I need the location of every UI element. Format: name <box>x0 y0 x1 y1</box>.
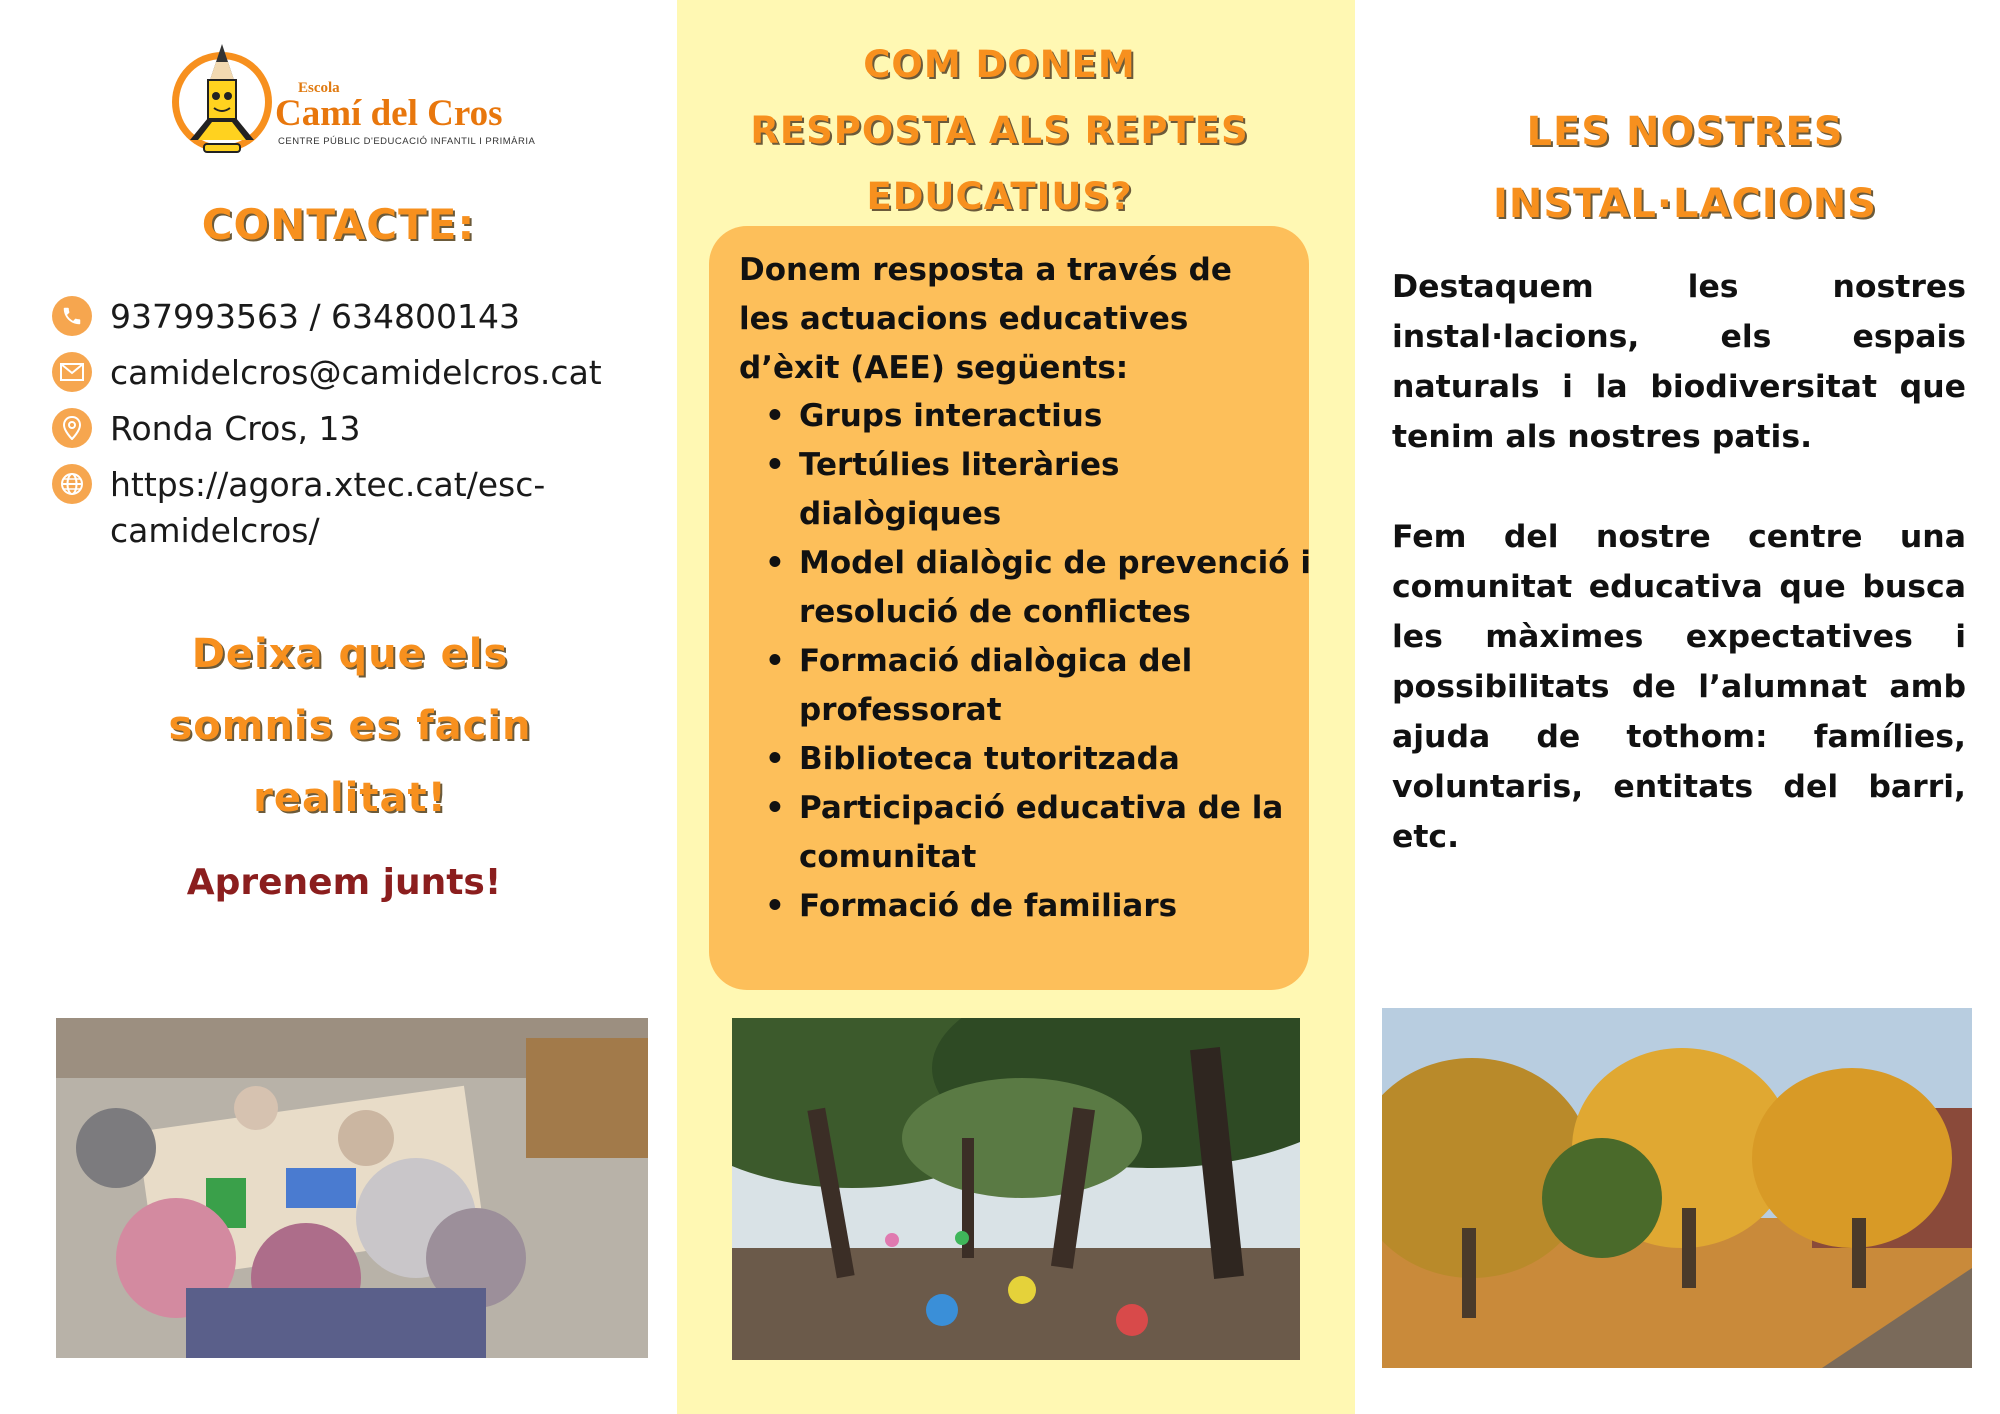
middle-heading-line-1: COM DONEM <box>863 43 1136 86</box>
logo-small-text: Escola <box>298 80 340 96</box>
aee-item: • Tertúlies literàries dialògiques <box>799 441 1329 539</box>
slogan-line-2: somnis es facin <box>168 703 532 749</box>
classroom-photo <box>56 1018 648 1358</box>
slogan-text <box>0 618 700 834</box>
address-text: Ronda Cros, 13 <box>110 409 361 448</box>
contact-heading: CONTACTE: <box>201 200 476 249</box>
aee-intro: Donem resposta a través de les actuacions educatives d’èxit (AEE) següents: <box>739 252 1232 386</box>
location-pin-icon <box>52 408 92 448</box>
aee-item: • Model dialògic de prevenció i resolució de conflictes <box>799 539 1329 637</box>
tagline: Aprenem junts! <box>186 862 502 903</box>
aee-item: • Grups interactius <box>799 392 1329 441</box>
aee-item: • Participació educativa de la comunitat <box>799 784 1329 882</box>
middle-heading-line-2: RESPOSTA ALS REPTES <box>750 109 1249 152</box>
aee-box <box>709 226 1309 990</box>
pine-forest-photo <box>732 1018 1300 1360</box>
email-icon <box>52 352 92 392</box>
logo-subtitle: CENTRE PÚBLIC D'EDUCACIÓ INFANTIL I PRIMÀRIA <box>278 136 536 147</box>
contact-email-row <box>52 350 602 396</box>
contact-phone-row <box>52 294 520 340</box>
slogan-line-3: realitat! <box>253 775 447 821</box>
phone-text: 937993563 / 634800143 <box>110 297 521 336</box>
facilities-paragraph-2: Fem del nostre centre una comunitat educativa que busca les màximes expectatives i possibilitats de l’alumnat amb ajuda de tothom: famílies, voluntaris, entitats del barri, etc. <box>1392 519 1966 855</box>
logo-name: Camí del Cros <box>275 93 503 134</box>
right-heading <box>1370 96 2000 240</box>
globe-icon <box>52 464 92 504</box>
middle-heading <box>677 32 1322 230</box>
middle-heading-line-3: EDUCATIUS? <box>866 175 1133 218</box>
contact-address-row <box>52 406 360 452</box>
email-text[interactable]: camidelcros@camidelcros.cat <box>110 353 602 392</box>
facilities-paragraph-1: Destaquem les nostres instal·lacions, els espais naturals i la biodiversitat que tenim als nostres patis. <box>1392 269 1966 455</box>
right-heading-line-2: INSTAL·LACIONS <box>1493 181 1877 227</box>
right-heading-line-1: LES NOSTRES <box>1526 109 1844 155</box>
phone-icon <box>52 296 92 336</box>
autumn-park-photo <box>1382 1008 1972 1368</box>
aee-item: • Biblioteca tutoritzada <box>799 735 1329 784</box>
slogan-line-1: Deixa que els <box>191 631 509 677</box>
contact-web-row <box>52 462 610 554</box>
pencil-mascot-icon <box>168 40 276 158</box>
aee-list <box>739 392 1329 931</box>
school-logo <box>168 40 536 158</box>
aee-item: • Formació de familiars <box>799 882 1329 931</box>
website-link[interactable]: https://agora.xtec.cat/esc-camidelcros/ <box>110 465 546 550</box>
aee-item: • Formació dialògica del professorat <box>799 637 1329 735</box>
